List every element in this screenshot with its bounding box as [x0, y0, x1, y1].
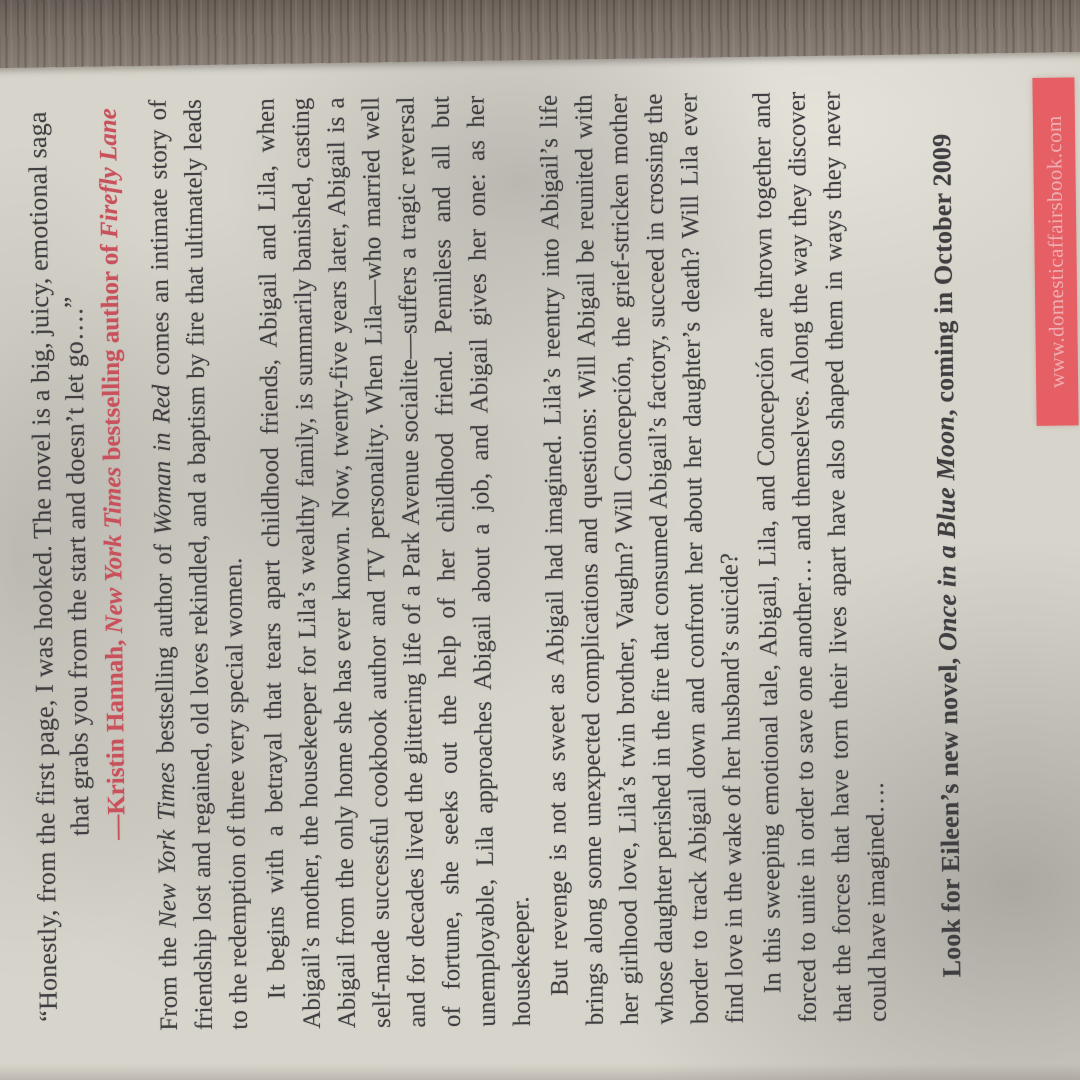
quote-attribution: —Kristin Hannah, New York Times bestselling author of Firefly Lane: [94, 108, 131, 840]
website-strip: [1032, 77, 1078, 425]
endorsement-quote: “Honestly, from the first page, I was hooked. The novel is a big, juicy, emotional saga that grabs you from the start and doesn’t let go….”: [22, 111, 95, 1022]
promo-line: Look for Eileen’s new novel, Once in a Blue Moon, coming in October 2009: [927, 133, 967, 978]
flap-paragraph-betrayal: It begins with a betrayal that tears apart childhood friends, Abigail and Lila, when Abigail’s mother, the housekeeper for Lila’s wealthy family, is summarily banished, casting Abigail from the only home she has ever known. Now, twenty-five years later, Abigail is a self-made successful cookbook author and TV personality. When Lila—who married well and for decades lived the glittering life of a Park Avenue socialite—suffers a tragic reversal of fortune, she seeks out the help of her childhood friend. Penniless and all but unemployable, Lila approaches Abigail about a job, and Abigail gives her one: as her housekeeper.: [252, 95, 536, 1029]
flap-paragraph-intro: From the New York Times bestselling author of Woman in Red comes an intimate story of friendship lost and regained, old loves rekindled, and a baptism by fire that ultimately leads to the redemption of three very special women.: [144, 99, 253, 1031]
website-url: www.domesticaffairsbook.com: [1041, 115, 1069, 389]
flap-paragraph-conclusion: In this sweeping emotional tale, Abigail, Lila, and Concepción are thrown together and forced to unite in order to save one another… and themselves. Along the way they discover that the forces that have torn their lives apart have also shaped them in ways they never could have imagined….: [748, 91, 892, 1023]
flap-paragraph-revenge: But revenge is not as sweet as Abigail had imagined. Lila’s reentry into Abigail’s life brings along some unexpected complications and questions: Will Abigail be reunited with her girlhood love, Lila’s twin brother, Vaughn? Will Concepción, the grief-stricken mother whose daughter perished in the fire that consumed Abigail’s factory, succeed in crossing the border to track Abigail down and confront her about her daughter’s death? Will Lila ever find love in the wake of her husband’s suicide?: [535, 92, 749, 1026]
